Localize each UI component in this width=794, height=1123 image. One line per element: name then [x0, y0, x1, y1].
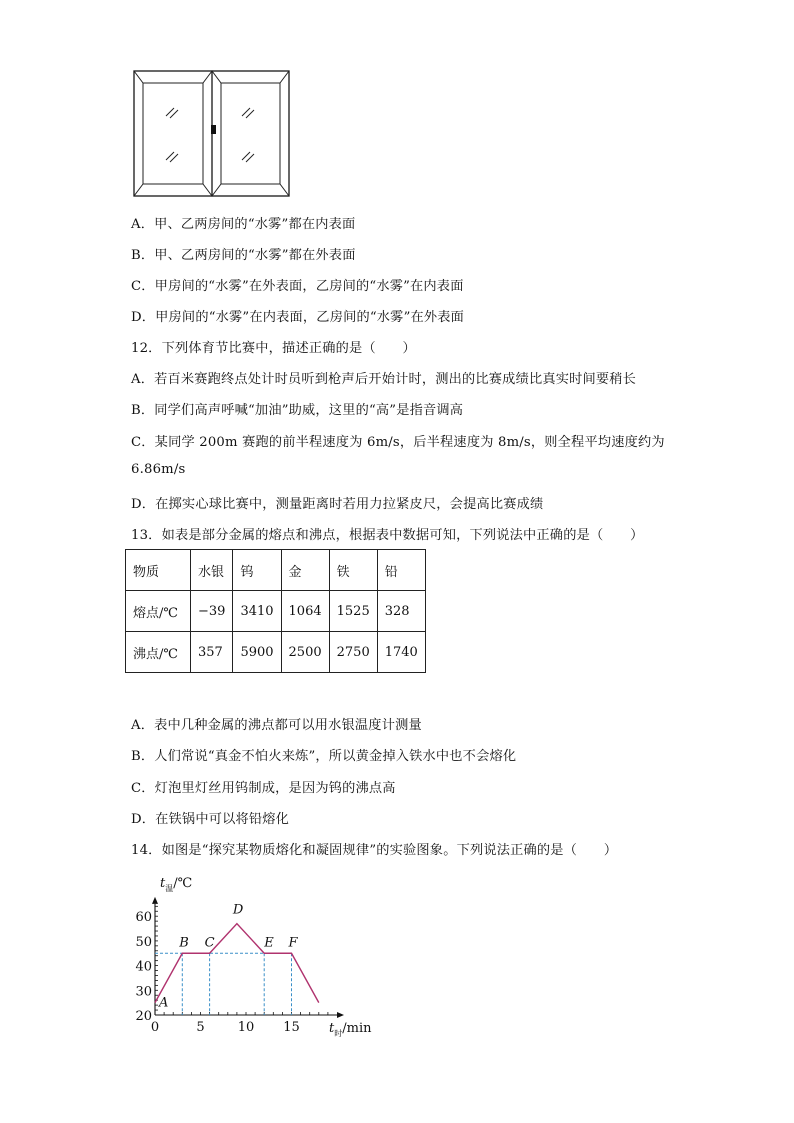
y-tick-label: 30 — [135, 984, 152, 1000]
q12-option-c-cont: 6.86m/s — [131, 462, 186, 477]
x-tick-label: 15 — [283, 1020, 300, 1035]
table-row — [126, 591, 426, 632]
table-cell: 金 — [281, 550, 329, 591]
y-axis-label: $t_温/℃$ — [160, 876, 193, 893]
table-cell: 物质 — [126, 550, 191, 591]
temperature-time-graph — [132, 870, 377, 1045]
q13-option-b: B．人们常说“真金不怕火来炼”，所以黄金掉入铁水中也不会熔化 — [131, 749, 517, 764]
q11-option-a: A．甲、乙两房间的“水雾”都在内表面 — [131, 217, 356, 232]
table-cell: 铅 — [377, 550, 425, 591]
table-cell: 水银 — [191, 550, 233, 591]
window-figure — [133, 70, 291, 198]
point-label: D — [232, 902, 244, 918]
table-cell: 3410 — [233, 591, 281, 632]
q12-stem: 12．下列体育节比赛中，描述正确的是（ ） — [131, 341, 416, 356]
table-cell: 铁 — [329, 550, 377, 591]
q11-option-c: C．甲房间的“水雾”在外表面，乙房间的“水雾”在内表面 — [131, 279, 464, 294]
table-cell: 1525 — [329, 591, 377, 632]
x-tick-label: 10 — [237, 1020, 255, 1035]
point-label: A — [159, 995, 169, 1011]
table-header-row — [126, 550, 426, 591]
y-axis-arrow — [152, 897, 158, 904]
q13-option-c: C．灯泡里灯丝用钨制成，是因为钨的沸点高 — [131, 781, 396, 796]
point-label: F — [288, 935, 298, 951]
q13-stem: 13．如表是部分金属的熔点和沸点，根据表中数据可知，下列说法中正确的是（ ） — [131, 528, 644, 543]
table-cell: 328 — [377, 591, 425, 632]
q13-option-a: A．表中几种金属的沸点都可以用水银温度计测量 — [131, 718, 422, 733]
q12-option-b: B．同学们高声呼喊“加油”助威，这里的“高”是指音调高 — [131, 403, 464, 418]
table-cell: 357 — [191, 632, 233, 673]
table-cell: 沸点/℃ — [126, 632, 191, 673]
point-label: C — [204, 935, 215, 951]
table-cell: 2750 — [329, 632, 377, 673]
y-tick-label: 20 — [135, 1009, 152, 1024]
table-cell: 2500 — [281, 632, 329, 673]
x-axis-arrow — [337, 1012, 344, 1018]
q11-option-b: B．甲、乙两房间的“水雾”都在外表面 — [131, 248, 356, 263]
table-cell: −39 — [191, 591, 233, 632]
q13-option-d: D．在铁锅中可以将铅熔化 — [131, 812, 290, 827]
metal-table — [125, 549, 426, 673]
x-axis-label: $t_时/\min$ — [329, 1021, 372, 1038]
table-cell: 5900 — [233, 632, 281, 673]
y-tick-label: 60 — [135, 910, 152, 926]
point-label: B — [179, 935, 189, 951]
y-tick-label: 50 — [135, 934, 152, 950]
table-cell: 钨 — [233, 550, 281, 591]
y-tick-label: 40 — [135, 959, 152, 975]
table-cell: 1064 — [281, 591, 329, 632]
q14-stem: 14．如图是“探究某物质熔化和凝固规律”的实验图象。下列说法正确的是（ ） — [131, 843, 618, 858]
x-tick-label: 0 — [150, 1020, 160, 1035]
q12-option-a: A．若百米赛跑终点处计时员听到枪声后开始计时，测出的比赛成绩比真实时间要稍长 — [131, 372, 637, 387]
table-cell: 熔点/℃ — [126, 591, 191, 632]
q12-option-c: C．某同学 200m 赛跑的前半程速度为 6m/s，后半程速度为 8m/s，则全程平均速度约为 — [131, 435, 665, 450]
table-row — [126, 632, 426, 673]
table-cell: 1740 — [377, 632, 425, 673]
q12-option-d: D．在掷实心球比赛中，测量距离时若用力拉紧皮尺，会提高比赛成绩 — [131, 497, 544, 512]
point-label: E — [264, 935, 274, 951]
q11-option-d: D．甲房间的“水雾”在内表面，乙房间的“水雾”在外表面 — [131, 310, 465, 325]
graph-dashed-guides — [155, 953, 292, 1015]
x-tick-label: 5 — [196, 1020, 205, 1035]
